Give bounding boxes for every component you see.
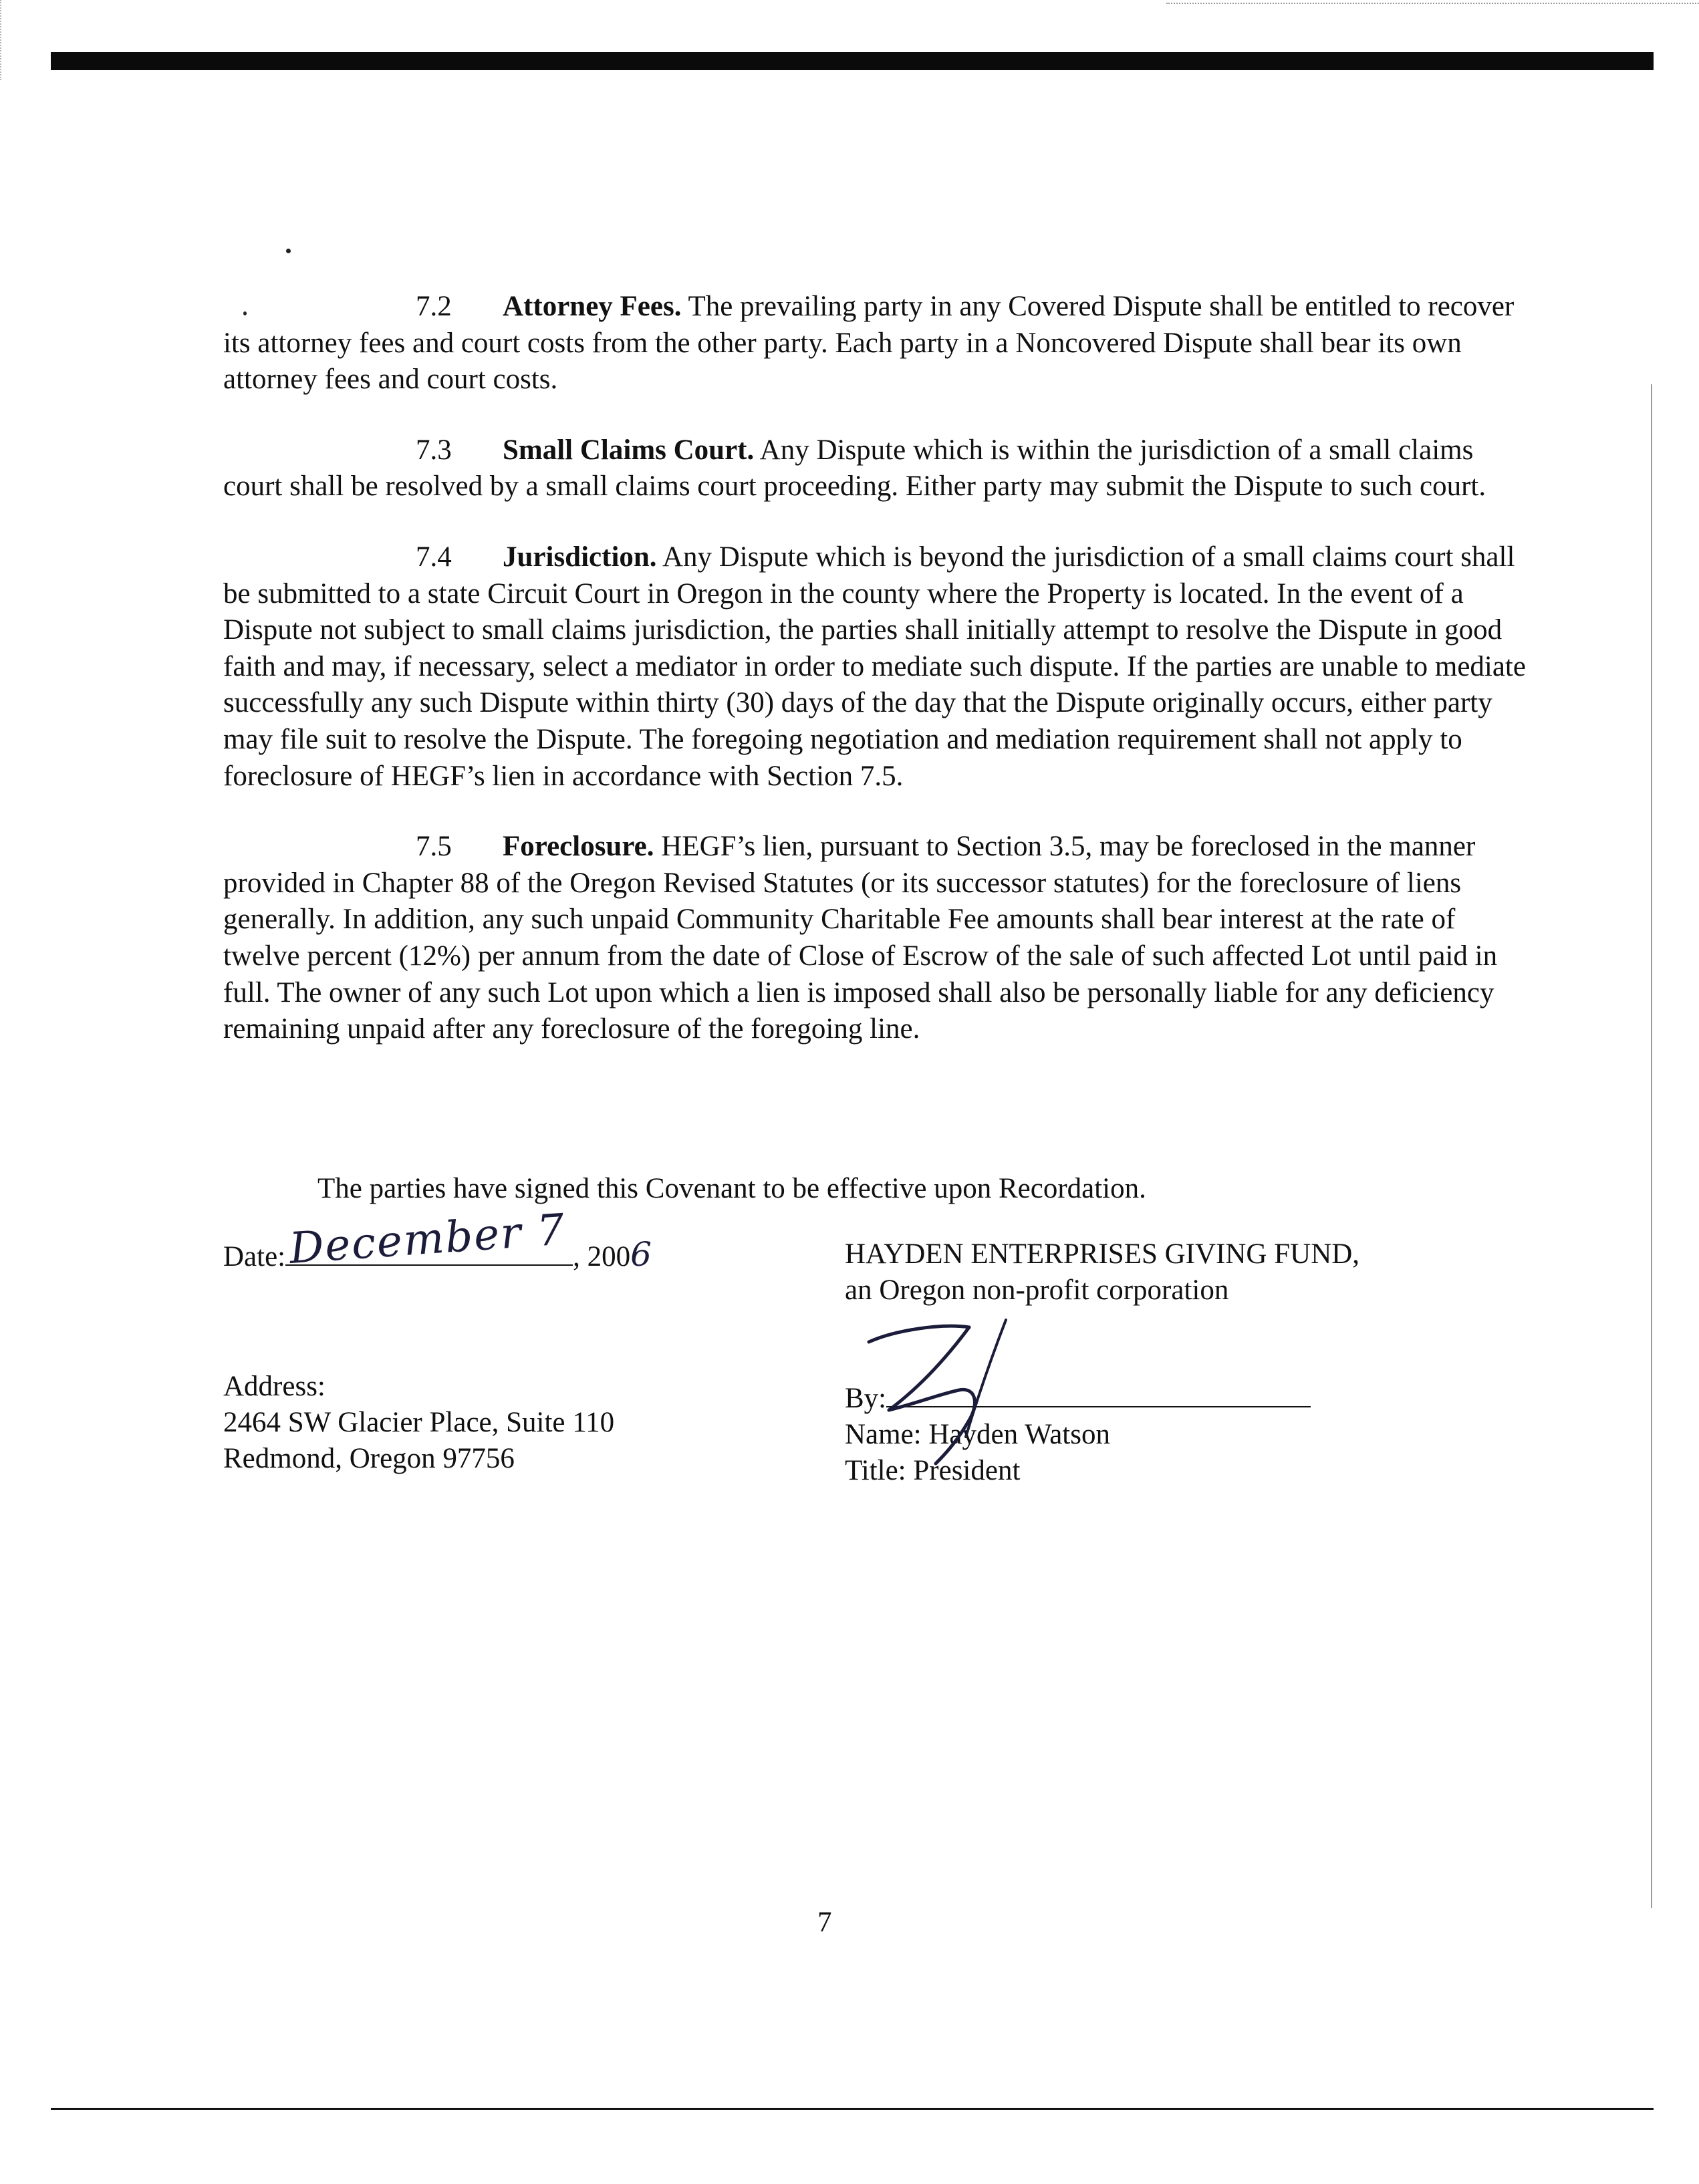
footer-rule bbox=[51, 2108, 1654, 2110]
page-number: 7 bbox=[817, 1907, 832, 1938]
organization-description: an Oregon non-profit corporation bbox=[845, 1274, 1229, 1306]
section-7-3 bbox=[223, 432, 1533, 505]
header-rule bbox=[51, 52, 1654, 70]
handwritten-date: December 7 bbox=[287, 1205, 567, 1274]
section-title: Jurisdiction. bbox=[503, 541, 657, 573]
section-text: Any Dispute which is beyond the jurisdiction of a small claims court shall be submitted to a state Circuit Court in Oregon in the county where the Property is located. In the event of a Dispute not subject to small claims jurisdiction, the parties shall initially attempt to resolve the Dispute in good faith and may, if necessary, select a mediator in order to mediate such dispute. If the parties are unable to mediate successfully any such Dispute within thirty (30) days of the day that the Dispute originally occurs, either party may file suit to resolve the Dispute. The foregoing negotiation and mediation requirement shall not apply to foreclosure of HEGF’s lien in accordance with Section 7.5. bbox=[223, 541, 1526, 792]
scan-speck bbox=[286, 249, 291, 253]
section-text: The prevailing party in any Covered Dispute shall be entitled to recover its attorney fees and court costs from the other party. Each party in a Noncovered Dispute shall bear its own attorney fees and court costs. bbox=[223, 291, 1515, 396]
handwritten-year-digit: 6 bbox=[630, 1235, 652, 1274]
scan-edge-right bbox=[1651, 384, 1652, 1908]
section-text: HEGF’s lien, pursuant to Section 3.5, may be foreclosed in the manner provided in Chapter 88 of the Oregon Revised Statutes (or its successor statutes) for the foreclosure of liens generally. In addition, any such unpaid Community Charitable Fee amounts shall bear interest at the rate of twelve percent (12%) per annum from the date of Close of Escrow of the sale of such affected Lot until paid in full. The owner of any such Lot upon which a lien is imposed shall also be personally liable for any deficiency remaining unpaid after any foreclosure of the foregoing line. bbox=[223, 831, 1498, 1045]
section-title: Attorney Fees. bbox=[503, 291, 682, 322]
section-title: Foreclosure. bbox=[503, 831, 654, 863]
body-text bbox=[223, 289, 1533, 1048]
section-number: 7.5 bbox=[416, 831, 452, 863]
date-label: Date: bbox=[223, 1241, 286, 1272]
handwritten-signature bbox=[842, 1303, 1096, 1470]
section-title: Small Claims Court. bbox=[503, 434, 755, 466]
section-text: Any Dispute which is within the jurisdiction of a small claims court shall be resolved by a small claims court proceeding. Either party may submit the Dispute to such court. bbox=[223, 434, 1486, 503]
section-7-2 bbox=[223, 289, 1533, 398]
address-block bbox=[223, 1369, 614, 1477]
date-line bbox=[223, 1205, 652, 1275]
section-number: 7.4 bbox=[416, 541, 452, 573]
signatory-name: Name: Hayden Watson bbox=[845, 1419, 1110, 1450]
section-7-5 bbox=[223, 829, 1533, 1048]
date-year-prefix: , 200 bbox=[573, 1241, 631, 1272]
date-fill-line bbox=[285, 1205, 573, 1274]
section-number: 7.2 bbox=[416, 291, 452, 322]
signatory-title: Title: President bbox=[845, 1455, 1021, 1486]
address-line-1: 2464 SW Glacier Place, Suite 110 bbox=[223, 1407, 615, 1438]
organization-name: HAYDEN ENTERPRISES GIVING FUND, bbox=[845, 1238, 1360, 1270]
section-number: 7.3 bbox=[416, 434, 452, 466]
scan-edge-left bbox=[0, 0, 1, 80]
by-label: By: bbox=[845, 1383, 887, 1414]
address-line-2: Redmond, Oregon 97756 bbox=[223, 1443, 515, 1474]
scan-edge-top bbox=[1166, 3, 1699, 4]
closing-statement: The parties have signed this Covenant to be effective upon Recordation. bbox=[317, 1173, 1146, 1204]
address-label: Address: bbox=[223, 1371, 325, 1402]
section-7-4 bbox=[223, 539, 1533, 795]
